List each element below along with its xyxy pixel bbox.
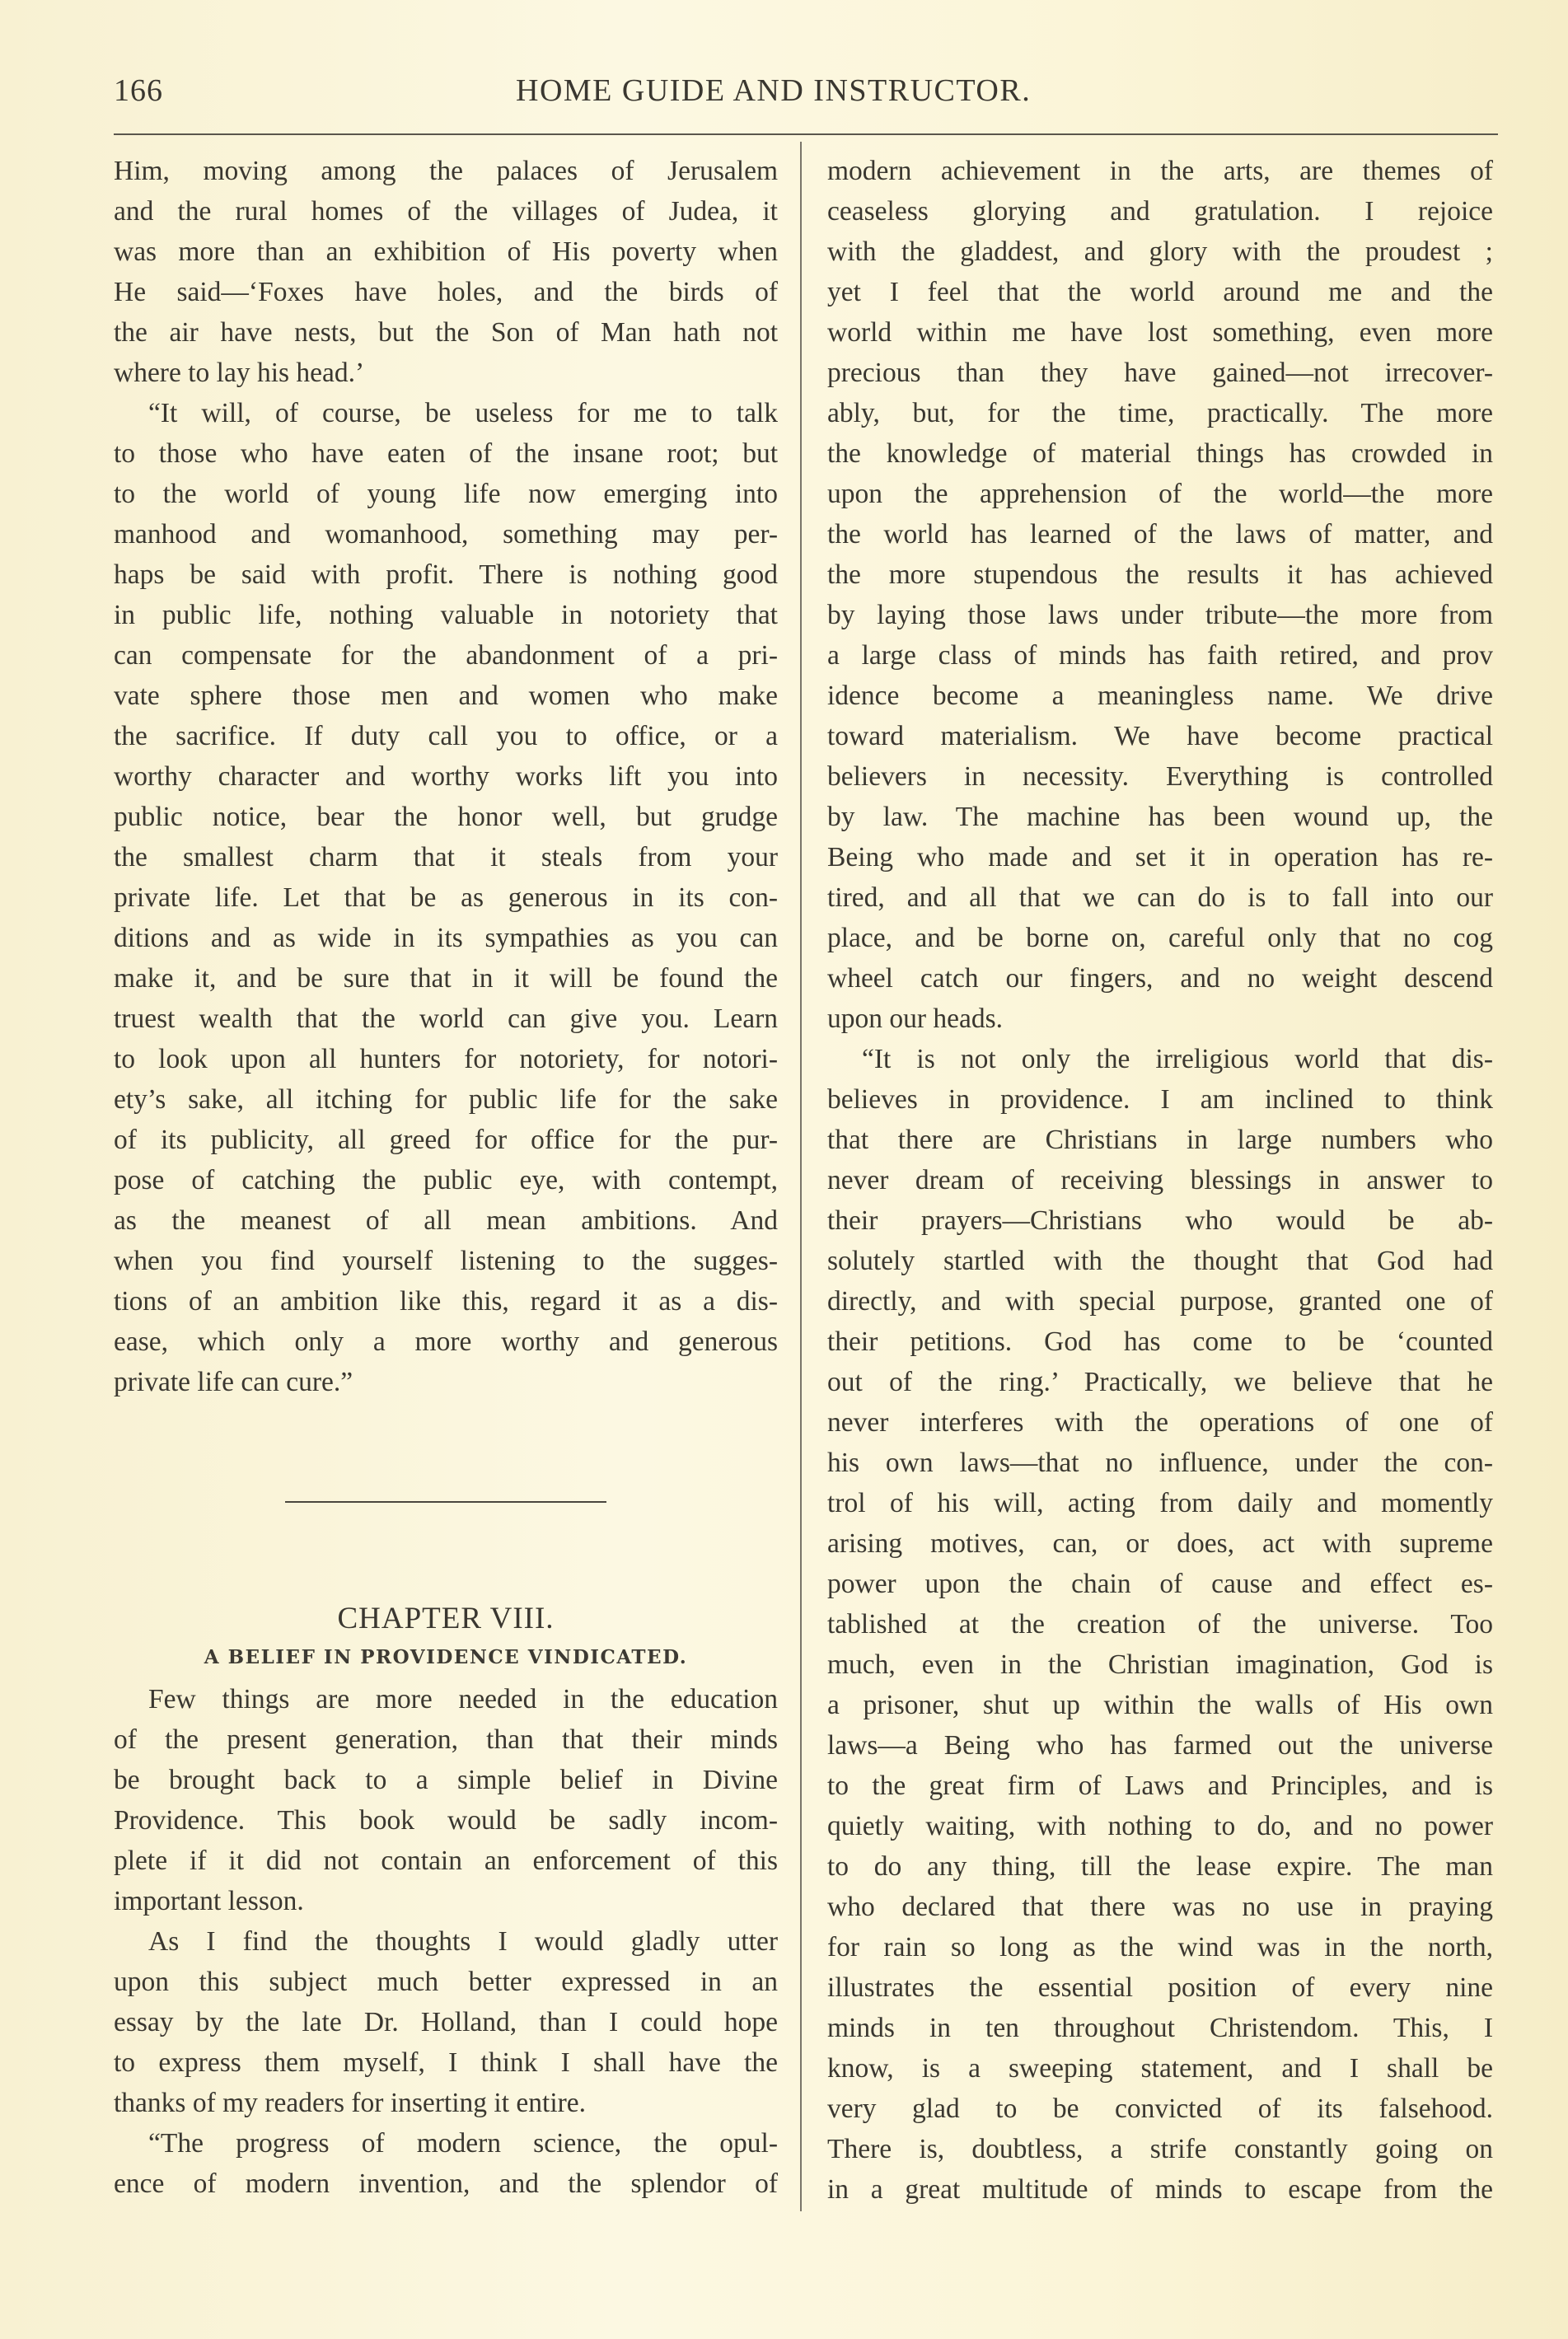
text-line: the more stupendous the results it has achieved <box>827 559 1493 590</box>
text-line: ease, which only a more worthy and generous <box>114 1326 778 1357</box>
text-line: their petitions. God has come to be ‘counted <box>827 1326 1493 1357</box>
paragraph <box>114 393 778 1402</box>
section-divider-rule <box>285 1501 606 1503</box>
text-line: haps be said with profit. There is nothing good <box>114 559 778 590</box>
text-line: never interferes with the operations of one of <box>827 1407 1493 1438</box>
text-line: ditions and as wide in its sympathies as you can <box>114 923 778 953</box>
text-line: vate sphere those men and women who make <box>114 681 778 711</box>
text-line: toward materialism. We have become practical <box>827 721 1493 751</box>
text-line: private life can cure.” <box>114 1367 353 1397</box>
text-line: Being who made and set it in operation has re- <box>827 842 1493 872</box>
text-line: Him, moving among the palaces of Jerusalem <box>114 156 778 186</box>
text-line: in public life, nothing valuable in notoriety that <box>114 600 778 630</box>
text-line: ence of modern invention, and the splendor of <box>114 2168 778 2199</box>
text-line: a large class of minds has faith retired, and prov <box>827 640 1493 671</box>
text-line: who declared that there was no use in praying <box>827 1892 1493 1922</box>
running-head <box>114 73 1498 114</box>
page-number: 166 <box>114 73 163 108</box>
paragraph <box>114 1679 778 1921</box>
text-line: to the world of young life now emerging into <box>114 479 778 509</box>
paragraph <box>827 151 1493 1039</box>
text-line: ety’s sake, all itching for public life for the sake <box>114 1084 778 1115</box>
text-line: tired, and all that we can do is to fall into our <box>827 882 1493 913</box>
paragraph <box>114 2123 778 2204</box>
column-divider <box>800 142 802 2211</box>
text-line: quietly waiting, with nothing to do, and no power <box>827 1811 1493 1841</box>
text-line: as the meanest of all mean ambitions. And <box>114 1205 778 1236</box>
left-paragraphs <box>114 151 778 1402</box>
text-line: directly, and with special purpose, granted one of <box>827 1286 1493 1317</box>
text-line: private life. Let that be as generous in its con- <box>114 882 778 913</box>
text-line: wheel catch our fingers, and no weight descend <box>827 963 1493 994</box>
book-title: HOME GUIDE AND INSTRUCTOR. <box>516 73 1032 108</box>
text-line: tablished at the creation of the universe. Too <box>827 1609 1493 1640</box>
text-line: world within me have lost something, even more <box>827 317 1493 348</box>
paragraph <box>827 1039 1493 2210</box>
text-line: upon this subject much better expressed in an <box>114 1967 778 1997</box>
text-line: plete if it did not contain an enforcement of this <box>114 1845 778 1876</box>
text-line: that there are Christians in large numbers who <box>827 1125 1493 1155</box>
text-line: the sacrifice. If duty call you to office, or a <box>114 721 778 751</box>
text-line: public notice, bear the honor well, but grudge <box>114 802 778 832</box>
text-line: out of the ring.’ Practically, we believe that he <box>827 1367 1493 1397</box>
text-line: thanks of my readers for inserting it entire. <box>114 2088 587 2118</box>
text-line: to do any thing, till the lease expire. The man <box>827 1851 1493 1882</box>
text-line: very glad to be convicted of its falsehood. <box>827 2093 1493 2124</box>
text-line: truest wealth that the world can give you. Learn <box>114 1003 778 1034</box>
text-line: the smallest charm that it steals from your <box>114 842 778 872</box>
text-line: never dream of receiving blessings in answer to <box>827 1165 1493 1195</box>
text-line: of its publicity, all greed for office for the pur- <box>114 1125 778 1155</box>
text-line: for rain so long as the wind was in the north, <box>827 1932 1493 1962</box>
text-line: essay by the late Dr. Holland, than I could hope <box>114 2007 778 2037</box>
text-line: in a great multitude of minds to escape from the <box>827 2174 1493 2205</box>
left-column <box>114 151 778 2204</box>
text-line: ceaseless glorying and gratulation. I rejoice <box>827 196 1493 227</box>
text-line: a prisoner, shut up within the walls of His own <box>827 1690 1493 1720</box>
text-line: upon the apprehension of the world—the more <box>827 479 1493 509</box>
text-line: know, is a sweeping statement, and I shall be <box>827 2053 1493 2084</box>
text-line: minds in ten throughout Christendom. This, I <box>827 2013 1493 2043</box>
text-line: As I find the thoughts I would gladly utter <box>148 1926 778 1957</box>
text-line: upon our heads. <box>827 1003 1004 1034</box>
text-line: with the gladdest, and glory with the proudest ; <box>827 236 1493 267</box>
text-line: when you find yourself listening to the sugges- <box>114 1246 778 1276</box>
text-line: to the great firm of Laws and Principles, and is <box>827 1771 1493 1801</box>
text-line: “The progress of modern science, the opul- <box>148 2128 778 2159</box>
text-line: can compensate for the abandonment of a pri- <box>114 640 778 671</box>
paragraph <box>114 1921 778 2123</box>
text-line: much, even in the Christian imagination, God is <box>827 1649 1493 1680</box>
text-line: to those who have eaten of the insane root; but <box>114 438 778 469</box>
text-line: Providence. This book would be sadly incom- <box>114 1805 778 1836</box>
text-line: their prayers—Christians who would be ab- <box>827 1205 1493 1236</box>
text-line: the world has learned of the laws of matter, and <box>827 519 1493 550</box>
paragraph <box>114 151 778 393</box>
text-line: be brought back to a simple belief in Divine <box>114 1765 778 1795</box>
header-rule <box>114 133 1498 135</box>
text-line: He said—‘Foxes have holes, and the birds of <box>114 277 778 307</box>
text-line: and the rural homes of the villages of Judea, it <box>114 196 778 227</box>
text-line: tions of an ambition like this, regard it as a dis- <box>114 1286 778 1317</box>
text-line: by law. The machine has been wound up, the <box>827 802 1493 832</box>
text-line: illustrates the essential position of every nine <box>827 1972 1493 2003</box>
text-line: was more than an exhibition of His poverty when <box>114 236 778 267</box>
text-line: pose of catching the public eye, with contempt, <box>114 1165 778 1195</box>
chapter-title: CHAPTER VIII. <box>337 1602 555 1635</box>
text-line: to express them myself, I think I shall have the <box>114 2047 778 2078</box>
text-line: ably, but, for the time, practically. The more <box>827 398 1493 428</box>
text-line: “It will, of course, be useless for me to talk <box>148 398 778 428</box>
text-line: worthy character and worthy works lift you into <box>114 761 778 792</box>
text-line: manhood and womanhood, something may per- <box>114 519 778 550</box>
text-line: “It is not only the irreligious world that dis- <box>862 1044 1493 1074</box>
text-line: to look upon all hunters for notoriety, for notori- <box>114 1044 778 1074</box>
text-line: believes in providence. I am inclined to think <box>827 1084 1493 1115</box>
text-line: Few things are more needed in the education <box>148 1684 778 1714</box>
chapter-body <box>114 1679 778 2204</box>
text-line: the knowledge of material things has crowded in <box>827 438 1493 469</box>
chapter-subtitle: A BELIEF IN PROVIDENCE VINDICATED. <box>204 1646 688 1668</box>
text-line: by laying those laws under tribute—the more from <box>827 600 1493 630</box>
text-line: power upon the chain of cause and effect es- <box>827 1569 1493 1599</box>
text-line: of the present generation, than that their minds <box>114 1724 778 1755</box>
text-line: There is, doubtless, a strife constantly going on <box>827 2134 1493 2164</box>
text-line: the air have nests, but the Son of Man hath not <box>114 317 778 348</box>
text-line: place, and be borne on, careful only that no cog <box>827 923 1493 953</box>
text-line: make it, and be sure that in it will be found the <box>114 963 778 994</box>
right-column <box>827 151 1493 2210</box>
text-line: solutely startled with the thought that God had <box>827 1246 1493 1276</box>
text-line: laws—a Being who has farmed out the universe <box>827 1730 1493 1761</box>
text-line: precious than they have gained—not irrecover- <box>827 358 1493 388</box>
text-line: idence become a meaningless name. We drive <box>827 681 1493 711</box>
text-line: where to lay his head.’ <box>114 358 365 388</box>
right-paragraphs <box>827 151 1493 2210</box>
text-line: believers in necessity. Everything is controlled <box>827 761 1493 792</box>
text-line: his own laws—that no influence, under the con- <box>827 1448 1493 1478</box>
text-line: important lesson. <box>114 1886 304 1916</box>
text-line: arising motives, can, or does, act with supreme <box>827 1528 1493 1559</box>
text-line: yet I feel that the world around me and the <box>827 277 1493 307</box>
text-line: modern achievement in the arts, are themes of <box>827 156 1493 186</box>
text-line: trol of his will, acting from daily and momently <box>827 1488 1493 1518</box>
